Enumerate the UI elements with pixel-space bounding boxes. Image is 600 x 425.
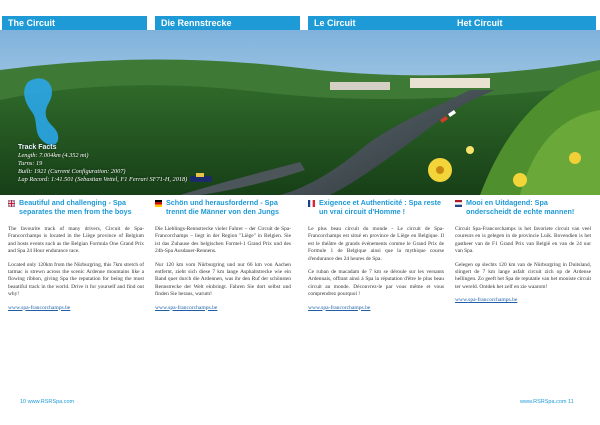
paragraph: Nur 120 km vom Nürburgring und nur 66 km von Aachen entfernt, zieht sich diese 7 km lange Asphaltstrecke wie ein Band quer durch die Ardennen, was ihr den Ruf der schönsten Rennstrecke der Welt einbringt. Fahren Sie dort selbst und finden Sie heraus, warum!	[155, 261, 291, 298]
track-built: Built: 1921 (Current Configuration: 2007)	[18, 168, 126, 175]
paragraph: Located only 120km from the Nürburgring, this 7km stretch of tarmac is strewn across the scenic Ardenne mountains like a flowing ribbon, giving Spa the reputation for being the most beautiful track in the world. Drive it for yourself and find out why!	[8, 261, 144, 298]
uk-flag-icon	[8, 200, 15, 207]
track-facts-title: Track Facts	[18, 144, 57, 151]
paragraph: The favourite track of many drivers, Circuit de Spa-Francorchamps is located in the Liège province of Belgium and hosts events such as the Belgian Formula One Grand Prix and Spa 24 Hour endurance race.	[8, 226, 144, 255]
column-german	[155, 198, 291, 312]
column-english	[8, 198, 144, 312]
paragraph: Circuit Spa-Francorchamps is het favoriete circuit van veel coureurs en is gelegen in de provincie Luik. Bovendien is het gastheer van de F1 Grand Prix van België en van de 24 uur van Spa.	[455, 226, 591, 255]
website-link[interactable]: www.spa-francorchamps.be	[8, 304, 71, 311]
track-length: Length: 7.004km (4.352 mi)	[18, 152, 89, 159]
france-flag-icon	[308, 200, 315, 207]
germany-flag-icon	[155, 200, 162, 207]
column-french	[308, 198, 444, 312]
website-link[interactable]: www.spa-francorchamps.be	[308, 304, 371, 311]
paragraph: Ce ruban de macadam de 7 km se déroule sur les versants Ardennais, offrant ainsi à Spa la réputation d'être le plus beau circuit au monde. Découvrez-le par vous même et vous comprendrez pourquoi !	[308, 269, 444, 298]
paragraph: Die Lieblings-Rennstrecke vieler Fahrer – der Circuit de Spa-Francorchamps – liegt in der Region "Liège" in Belgien. Sie ist das Zuhause des belgischen Formel-1 Grand Prix und des 24h-Spa Ausdauer-Rennens.	[155, 226, 291, 255]
footer-left: 10 www.RSRSpa.com	[20, 399, 75, 405]
website-link[interactable]: www.spa-francorchamps.be	[455, 297, 518, 304]
paragraph: Le plus beau circuit du monde - Le circuit de Spa-Francorchamps est situé en province de Liège en Belgique. Il est le théâtre de grands événements comme le Grand Prix de Formule 1 de Belgique ainsi que la mythique course d'endurance des 24 heures de Spa.	[308, 226, 444, 262]
website-link[interactable]: www.spa-francorchamps.be	[155, 304, 218, 311]
column-english-title: Beautiful and challenging - Spa separates the men from the boys	[19, 198, 132, 216]
column-french-title: Exigence et Authenticité : Spa reste un vrai circuit d'Homme !	[319, 198, 441, 216]
track-turns: Turns: 19	[18, 160, 43, 167]
column-dutch-title: Mooi en Uitdagend: Spa onderscheidt de echte mannen!	[466, 198, 575, 216]
footer-right: www.RSRSpa.com 11	[520, 399, 574, 405]
tab-le-circuit: Le Circuit	[308, 16, 453, 30]
tab-het-circuit: Het Circuit	[451, 16, 596, 30]
column-german-title: Schön und herausfordernd - Spa trennt die Männer von den Jungs	[166, 198, 280, 216]
track-facts	[18, 144, 187, 184]
track-lap-record: Lap Record: 1:41.501 (Sebastian Vettel, F1 Ferrari SF71-H, 2018)	[18, 176, 188, 183]
tab-die-rennstrecke: Die Rennstrecke	[155, 16, 300, 30]
bottom-margin	[0, 407, 600, 425]
column-dutch	[455, 198, 591, 305]
netherlands-flag-icon	[455, 200, 462, 207]
tab-the-circuit: The Circuit	[2, 16, 147, 30]
paragraph: Gelegen op slechts 120 km van de Nürburgring in Duitsland, slingert de 7 km lange asfalt circuit zich op de Ardense hellingen. Zo geeft het Spa de reputatie van het mooiste circuit ter wereld. Ontdek het zelf en zie waarom!	[455, 261, 591, 290]
